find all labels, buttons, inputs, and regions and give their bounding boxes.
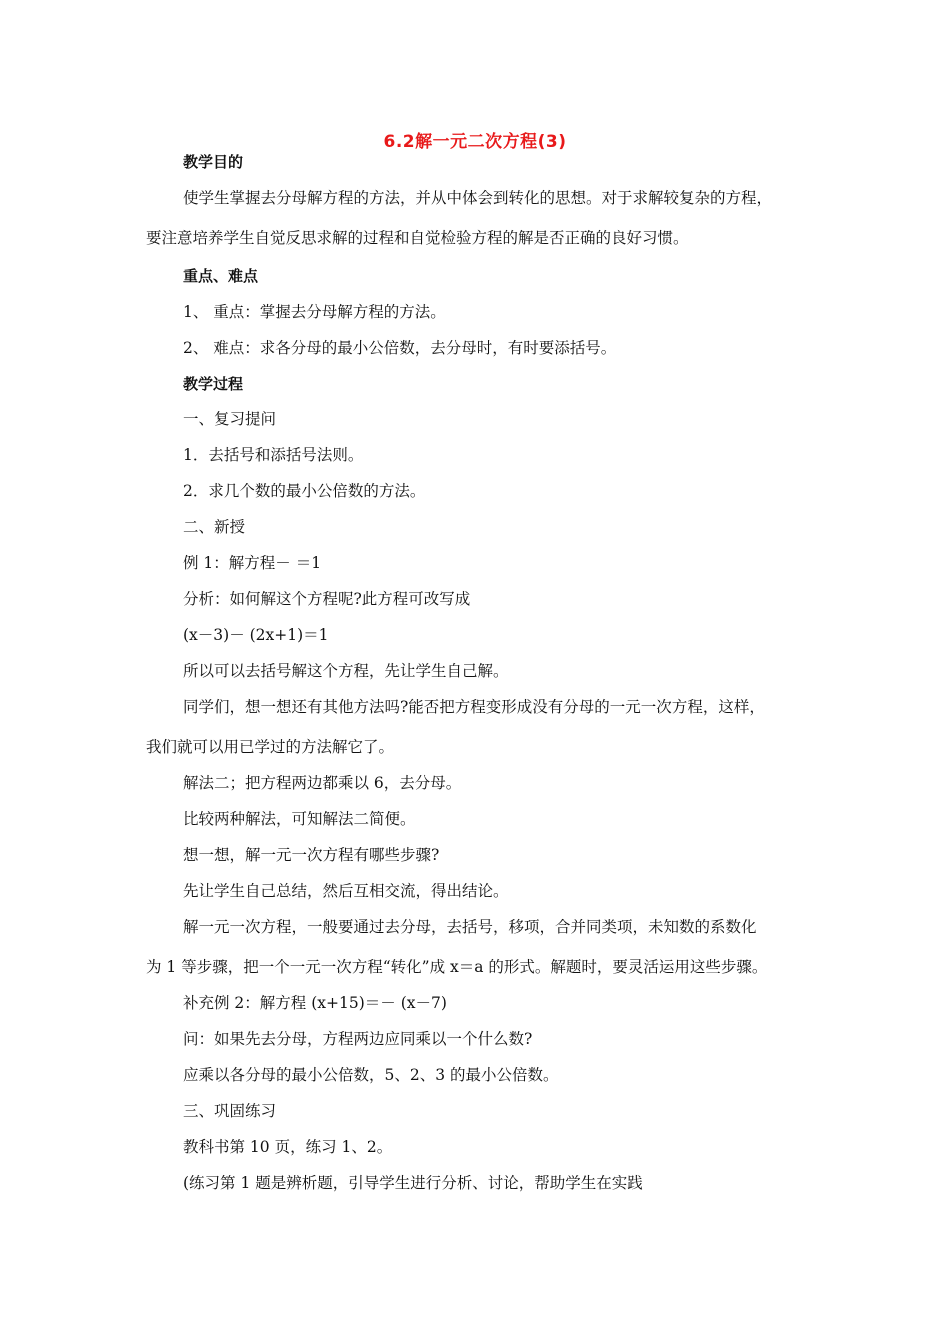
page-title: 6.2解一元二次方程(3) xyxy=(383,132,567,152)
solution-note: 所以可以去括号解这个方程，先让学生自己解。 xyxy=(183,662,509,680)
paragraph-steps-line-2: 为 1 等步骤，把一个一元一次方程“转化”成 x＝a 的形式。解题时，要灵活运用这些步骤。 xyxy=(146,958,768,976)
key-point-1: 1、 重点：掌握去分母解方程的方法。 xyxy=(183,303,446,321)
section-new-lesson: 二、新授 xyxy=(183,518,246,536)
example-2: 补充例 2：解方程 (x+15)＝－ (x－7) xyxy=(183,994,447,1012)
section-review: 一、复习提问 xyxy=(183,410,277,428)
think-question: 想一想，解一元一次方程有哪些步骤? xyxy=(183,846,440,864)
heading-teaching-process: 教学过程 xyxy=(183,375,244,393)
question-text: 问：如果先去分母，方程两边应同乘以一个什么数? xyxy=(183,1030,533,1048)
paragraph-method-line-2: 我们就可以用已学过的方法解它了。 xyxy=(146,738,395,756)
review-question-1: 1．去括号和添括号法则。 xyxy=(183,446,364,464)
section-practice: 三、巩固练习 xyxy=(183,1102,277,1120)
method-two: 解法二；把方程两边都乘以 6，去分母。 xyxy=(183,774,462,792)
analysis-text: 分析：如何解这个方程呢?此方程可改写成 xyxy=(183,590,471,608)
summary-instruction: 先让学生自己总结，然后互相交流，得出结论。 xyxy=(183,882,509,900)
answer-text: 应乘以各分母的最小公倍数，5、2、3 的最小公倍数。 xyxy=(183,1066,559,1084)
paragraph-steps-line-1: 解一元一次方程，一般要通过去分母，去括号，移项，合并同类项，未知数的系数化 xyxy=(183,918,757,936)
review-question-2: 2．求几个数的最小公倍数的方法。 xyxy=(183,482,426,500)
key-point-2: 2、 难点：求各分母的最小公倍数，去分母时，有时要添括号。 xyxy=(183,339,617,357)
heading-key-points: 重点、难点 xyxy=(183,267,259,285)
textbook-reference: 教科书第 10 页，练习 1、2。 xyxy=(183,1138,393,1156)
paragraph-goal-line-1: 使学生掌握去分母解方程的方法，并从中体会到转化的思想。对于求解较复杂的方程， xyxy=(183,189,773,207)
paragraph-goal-line-2: 要注意培养学生自觉反思求解的过程和自觉检验方程的解是否正确的良好习惯。 xyxy=(146,229,689,247)
equation-rewrite: (x－3)－ (2x+1)＝1 xyxy=(183,626,329,644)
heading-teaching-goal: 教学目的 xyxy=(183,153,244,171)
comparison-text: 比较两种解法，可知解法二简便。 xyxy=(183,810,416,828)
example-1: 例 1：解方程－ ＝1 xyxy=(183,554,322,572)
practice-note: (练习第 1 题是辨析题，引导学生进行分析、讨论，帮助学生在实践 xyxy=(183,1174,643,1192)
paragraph-method-line-1: 同学们，想一想还有其他方法吗?能否把方程变形成没有分母的一元一次方程，这样， xyxy=(183,698,765,716)
